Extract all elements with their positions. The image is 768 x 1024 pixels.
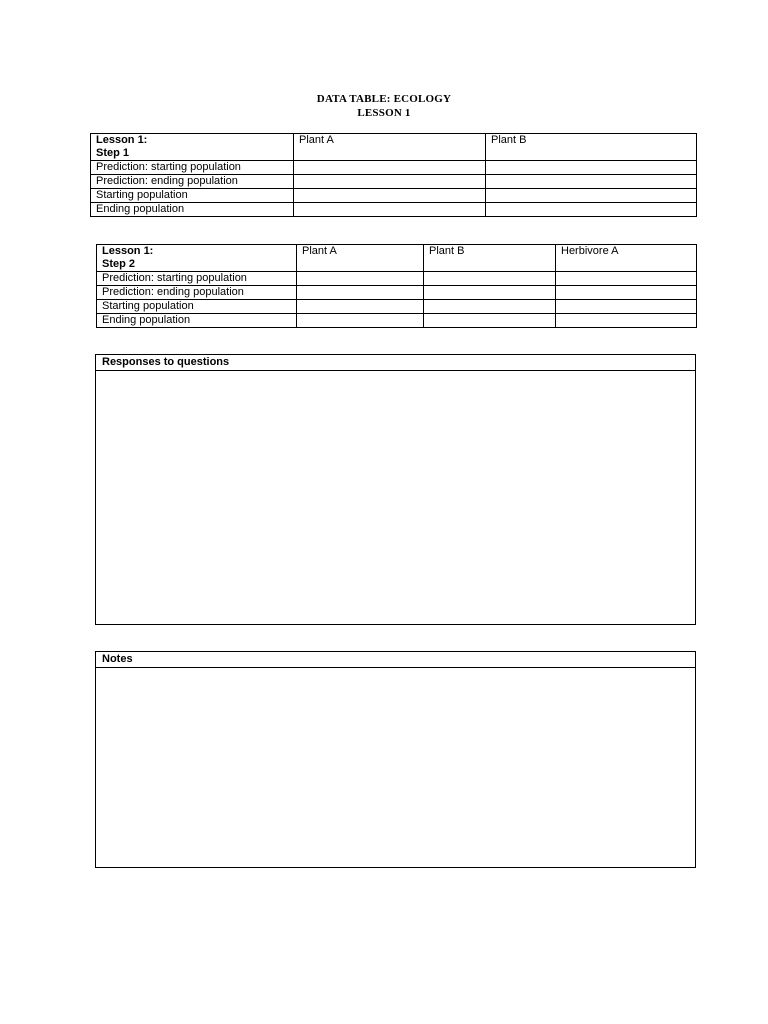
data-table-step-2 [96, 244, 697, 328]
row-label: Prediction: starting population [97, 272, 297, 286]
data-cell[interactable] [294, 189, 486, 203]
responses-header: Responses to questions [96, 355, 695, 371]
notes-area[interactable] [96, 668, 695, 868]
notes-box [95, 651, 696, 868]
table-row [97, 272, 697, 286]
data-cell[interactable] [556, 300, 697, 314]
row-label: Prediction: starting population [91, 161, 294, 175]
table-row [91, 161, 697, 175]
responses-area[interactable] [96, 371, 695, 625]
data-cell[interactable] [486, 189, 697, 203]
data-cell[interactable] [294, 203, 486, 217]
column-header-herbivore-a: Herbivore A [556, 245, 697, 272]
data-cell[interactable] [424, 272, 556, 286]
table-row [97, 286, 697, 300]
data-cell[interactable] [486, 175, 697, 189]
table-header-lesson-cell [97, 245, 297, 272]
document-subtitle: LESSON 1 [357, 107, 411, 119]
column-header-plant-b: Plant B [424, 245, 556, 272]
step-label: Step 2 [102, 258, 136, 270]
table-row [91, 189, 697, 203]
row-label: Ending population [91, 203, 294, 217]
row-label: Prediction: ending population [97, 286, 297, 300]
data-cell[interactable] [486, 161, 697, 175]
data-cell[interactable] [424, 314, 556, 328]
table-row [97, 314, 697, 328]
column-header-plant-b: Plant B [486, 134, 697, 161]
data-cell[interactable] [297, 314, 424, 328]
data-table-step-1 [90, 133, 697, 217]
table-row [97, 300, 697, 314]
data-cell[interactable] [486, 203, 697, 217]
data-cell[interactable] [424, 286, 556, 300]
notes-header: Notes [96, 652, 695, 668]
data-cell[interactable] [424, 300, 556, 314]
lesson-label: Lesson 1: [96, 134, 148, 146]
data-cell[interactable] [556, 272, 697, 286]
table-header-lesson-cell [91, 134, 294, 161]
data-cell[interactable] [294, 175, 486, 189]
responses-box [95, 354, 696, 625]
column-header-plant-a: Plant A [297, 245, 424, 272]
data-cell[interactable] [294, 161, 486, 175]
lesson-label: Lesson 1: [102, 245, 154, 257]
row-label: Ending population [97, 314, 297, 328]
row-label: Starting population [91, 189, 294, 203]
data-cell[interactable] [297, 286, 424, 300]
table-row [91, 175, 697, 189]
data-cell[interactable] [297, 272, 424, 286]
data-cell[interactable] [556, 286, 697, 300]
row-label: Prediction: ending population [91, 175, 294, 189]
document-title: DATA TABLE: ECOLOGY [316, 93, 452, 105]
step-label: Step 1 [96, 147, 130, 159]
table-header-row [91, 134, 697, 161]
row-label: Starting population [97, 300, 297, 314]
table-row [91, 203, 697, 217]
data-cell[interactable] [297, 300, 424, 314]
table-header-row [97, 245, 697, 272]
data-cell[interactable] [556, 314, 697, 328]
column-header-plant-a: Plant A [294, 134, 486, 161]
